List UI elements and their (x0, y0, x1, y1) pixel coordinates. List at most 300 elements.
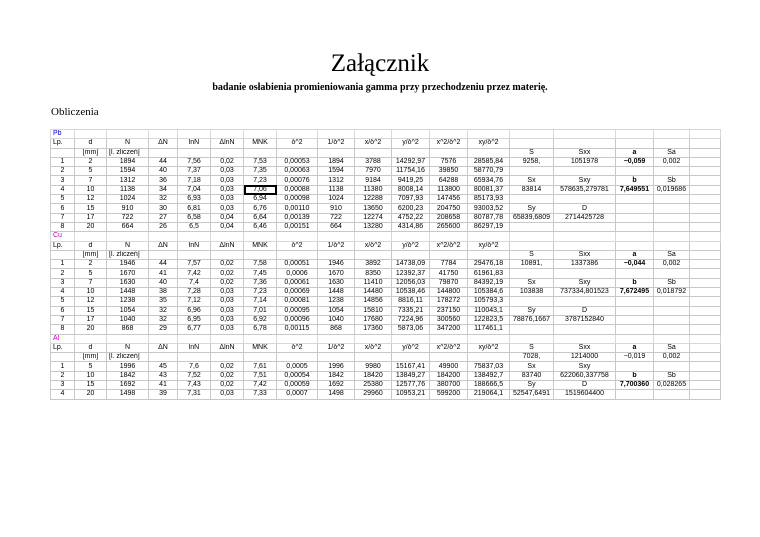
data-cell[interactable]: 6,76 (244, 204, 277, 213)
data-cell[interactable] (654, 222, 690, 231)
data-cell[interactable]: 5 (75, 167, 107, 176)
empty-cell[interactable] (690, 232, 721, 241)
units-cell[interactable]: Sxx (554, 250, 616, 259)
empty-cell[interactable] (149, 334, 178, 343)
data-cell[interactable]: 0,002 (654, 260, 690, 269)
header-cell[interactable]: S (510, 343, 554, 352)
data-cell[interactable]: 2 (75, 260, 107, 269)
data-cell[interactable]: 0,02 (211, 157, 244, 166)
units-cell[interactable] (211, 353, 244, 362)
data-cell[interactable]: 6,95 (178, 315, 211, 324)
data-cell[interactable]: 35 (149, 297, 178, 306)
data-cell[interactable]: 27 (149, 213, 178, 222)
data-cell[interactable]: 0,00151 (277, 222, 318, 231)
data-cell[interactable]: Sb (654, 371, 690, 380)
data-cell[interactable]: 0,03 (211, 204, 244, 213)
data-cell[interactable] (616, 222, 654, 231)
data-cell[interactable]: 6,81 (178, 204, 211, 213)
data-cell[interactable]: 9184 (355, 176, 392, 185)
header-cell[interactable]: a (616, 343, 654, 352)
data-cell[interactable]: 80787,78 (468, 213, 510, 222)
data-cell[interactable]: 0,04 (211, 213, 244, 222)
data-cell[interactable]: 14292,97 (392, 157, 430, 166)
data-cell[interactable]: D (554, 306, 616, 315)
empty-cell[interactable] (616, 130, 654, 139)
data-cell[interactable]: 1692 (318, 381, 355, 390)
units-cell[interactable] (178, 250, 211, 259)
data-cell[interactable]: 8 (51, 222, 75, 231)
header-cell[interactable]: Sxx (554, 343, 616, 352)
data-cell[interactable]: 6,78 (244, 325, 277, 334)
header-cell[interactable]: δ^2 (277, 139, 318, 148)
data-cell[interactable]: 147456 (430, 195, 468, 204)
data-cell[interactable]: 6,5 (178, 222, 211, 231)
data-cell[interactable]: 32 (149, 306, 178, 315)
data-cell[interactable]: 85173,93 (468, 195, 510, 204)
data-cell[interactable]: 3892 (355, 260, 392, 269)
units-cell[interactable] (355, 148, 392, 157)
header-cell[interactable] (654, 139, 690, 148)
data-cell[interactable]: 6,92 (244, 315, 277, 324)
data-cell[interactable]: 80081,37 (468, 185, 510, 194)
data-cell[interactable]: 0,00081 (277, 297, 318, 306)
units-cell[interactable] (355, 353, 392, 362)
data-cell[interactable]: 49900 (430, 362, 468, 371)
data-cell[interactable]: 300560 (430, 315, 468, 324)
data-cell[interactable]: 0,00054 (277, 371, 318, 380)
data-cell[interactable]: 7970 (355, 167, 392, 176)
data-cell[interactable] (654, 167, 690, 176)
empty-cell[interactable] (107, 334, 149, 343)
data-cell[interactable]: 17 (75, 213, 107, 222)
data-cell[interactable]: 12 (75, 195, 107, 204)
data-cell[interactable] (554, 222, 616, 231)
material-label[interactable]: Pb (51, 130, 75, 139)
data-cell[interactable]: 7,33 (244, 390, 277, 399)
data-cell[interactable]: 4 (51, 288, 75, 297)
data-cell[interactable]: 6,94 (244, 195, 277, 204)
data-cell[interactable]: 7,52 (178, 371, 211, 380)
empty-cell[interactable] (430, 130, 468, 139)
data-cell[interactable]: Sy (510, 306, 554, 315)
data-cell[interactable]: 1040 (107, 315, 149, 324)
empty-cell[interactable] (510, 232, 554, 241)
data-cell[interactable]: Sxy (554, 278, 616, 287)
units-cell[interactable]: [l. zliczeń] (107, 250, 149, 259)
empty-cell[interactable] (75, 232, 107, 241)
empty-cell[interactable] (430, 232, 468, 241)
data-cell[interactable] (616, 362, 654, 371)
units-cell[interactable] (149, 353, 178, 362)
data-cell[interactable]: 0,00053 (277, 157, 318, 166)
data-cell[interactable]: 41 (149, 269, 178, 278)
data-cell[interactable]: 17680 (355, 315, 392, 324)
header-cell[interactable]: y/δ^2 (392, 139, 430, 148)
data-cell[interactable] (510, 269, 554, 278)
data-cell[interactable]: 29960 (355, 390, 392, 399)
data-cell[interactable] (616, 390, 654, 399)
units-cell[interactable]: [l. zliczeń] (107, 353, 149, 362)
data-cell[interactable]: 6 (51, 306, 75, 315)
units-cell[interactable] (392, 250, 430, 259)
data-cell[interactable]: 0,03 (211, 176, 244, 185)
data-cell[interactable]: 7 (75, 176, 107, 185)
data-cell[interactable]: 1051978 (554, 157, 616, 166)
units-cell[interactable] (51, 250, 75, 259)
data-cell[interactable]: 722 (107, 213, 149, 222)
data-cell[interactable]: 3 (51, 278, 75, 287)
units-cell[interactable]: [mm] (75, 353, 107, 362)
empty-cell[interactable] (690, 130, 721, 139)
header-cell[interactable]: xy/δ^2 (468, 343, 510, 352)
data-cell[interactable] (616, 167, 654, 176)
data-cell[interactable] (554, 195, 616, 204)
data-cell[interactable]: 29 (149, 325, 178, 334)
data-cell[interactable]: 17 (75, 315, 107, 324)
data-cell[interactable]: 0,03 (211, 315, 244, 324)
data-cell[interactable]: 10538,46 (392, 288, 430, 297)
data-cell[interactable]: 0,00061 (277, 278, 318, 287)
data-cell[interactable]: 39850 (430, 167, 468, 176)
units-cell[interactable]: −0,019 (616, 353, 654, 362)
data-cell[interactable]: 2 (75, 157, 107, 166)
data-cell[interactable] (510, 167, 554, 176)
header-cell[interactable] (616, 241, 654, 250)
data-cell[interactable] (690, 260, 721, 269)
units-cell[interactable] (690, 353, 721, 362)
data-cell[interactable]: 0,019686 (654, 185, 690, 194)
data-cell[interactable]: 1498 (107, 390, 149, 399)
data-cell[interactable]: 44 (149, 157, 178, 166)
data-cell[interactable]: 122823,5 (468, 315, 510, 324)
data-cell[interactable]: 6,46 (244, 222, 277, 231)
data-cell[interactable]: 1670 (107, 269, 149, 278)
data-cell[interactable]: 7,672495 (616, 288, 654, 297)
header-cell[interactable]: lnN (178, 343, 211, 352)
data-cell[interactable]: 39 (149, 390, 178, 399)
data-cell[interactable]: 12 (75, 297, 107, 306)
data-cell[interactable]: 7,42 (178, 269, 211, 278)
data-cell[interactable]: 0,00115 (277, 325, 318, 334)
units-cell[interactable] (149, 250, 178, 259)
units-cell[interactable]: 0,002 (654, 353, 690, 362)
header-cell[interactable]: δ^2 (277, 343, 318, 352)
units-cell[interactable] (468, 148, 510, 157)
data-cell[interactable]: 18420 (355, 371, 392, 380)
empty-cell[interactable] (277, 130, 318, 139)
empty-cell[interactable] (654, 232, 690, 241)
units-cell[interactable] (690, 250, 721, 259)
data-cell[interactable]: 0,00098 (277, 195, 318, 204)
data-cell[interactable]: 1670 (318, 269, 355, 278)
data-cell[interactable] (616, 325, 654, 334)
data-cell[interactable]: 7,23 (244, 288, 277, 297)
data-cell[interactable]: 5873,06 (392, 325, 430, 334)
empty-cell[interactable] (355, 334, 392, 343)
header-cell[interactable]: lnN (178, 241, 211, 250)
data-cell[interactable]: 7,43 (178, 381, 211, 390)
data-cell[interactable]: 7,61 (244, 362, 277, 371)
data-cell[interactable]: 7,14 (244, 297, 277, 306)
empty-cell[interactable] (654, 334, 690, 343)
data-cell[interactable] (554, 269, 616, 278)
data-cell[interactable]: 138492,7 (468, 371, 510, 380)
data-cell[interactable] (690, 176, 721, 185)
data-cell[interactable]: 14480 (355, 288, 392, 297)
empty-cell[interactable] (554, 334, 616, 343)
data-cell[interactable]: 93003,52 (468, 204, 510, 213)
data-cell[interactable]: 0,03 (211, 288, 244, 297)
header-cell[interactable] (690, 139, 721, 148)
data-cell[interactable]: b (616, 278, 654, 287)
data-cell[interactable]: 1238 (318, 297, 355, 306)
data-cell[interactable] (654, 325, 690, 334)
data-cell[interactable]: b (616, 371, 654, 380)
header-cell[interactable]: Lp. (51, 139, 75, 148)
data-cell[interactable]: b (616, 176, 654, 185)
header-cell[interactable]: xy/δ^2 (468, 241, 510, 250)
empty-cell[interactable] (468, 130, 510, 139)
data-cell[interactable]: 45 (149, 362, 178, 371)
header-cell[interactable]: y/δ^2 (392, 241, 430, 250)
header-cell[interactable]: d (75, 343, 107, 352)
data-cell[interactable]: 1138 (107, 185, 149, 194)
data-cell[interactable]: 184200 (430, 371, 468, 380)
data-cell[interactable]: 2 (51, 269, 75, 278)
empty-cell[interactable] (244, 232, 277, 241)
data-cell[interactable]: 7097,93 (392, 195, 430, 204)
data-cell[interactable]: 7,36 (244, 278, 277, 287)
data-cell[interactable]: 0,04 (211, 222, 244, 231)
data-cell[interactable]: 7 (75, 278, 107, 287)
data-cell[interactable]: 32 (149, 315, 178, 324)
data-cell[interactable]: 4 (51, 185, 75, 194)
data-cell[interactable]: 20 (75, 222, 107, 231)
data-cell[interactable]: 9419,25 (392, 176, 430, 185)
data-cell[interactable]: 44 (149, 260, 178, 269)
units-cell[interactable]: Sxx (554, 148, 616, 157)
units-cell[interactable] (51, 353, 75, 362)
units-cell[interactable]: 1214000 (554, 353, 616, 362)
data-cell[interactable] (690, 185, 721, 194)
data-cell[interactable] (616, 213, 654, 222)
data-cell[interactable]: 1337386 (554, 260, 616, 269)
data-cell[interactable]: 40 (149, 278, 178, 287)
data-cell[interactable]: 265600 (430, 222, 468, 231)
data-cell[interactable]: 0,002 (654, 157, 690, 166)
data-cell[interactable]: D (554, 204, 616, 213)
data-cell[interactable]: 0,02 (211, 371, 244, 380)
units-cell[interactable] (244, 148, 277, 157)
header-cell[interactable] (554, 139, 616, 148)
data-cell[interactable]: 12577,76 (392, 381, 430, 390)
data-cell[interactable]: 36 (149, 176, 178, 185)
data-cell[interactable]: 41750 (430, 269, 468, 278)
data-cell[interactable]: Sx (510, 278, 554, 287)
units-cell[interactable]: S (510, 148, 554, 157)
data-cell[interactable]: 20 (75, 325, 107, 334)
data-cell[interactable]: 15810 (355, 306, 392, 315)
data-cell[interactable]: 8008,14 (392, 185, 430, 194)
data-cell[interactable]: 1 (51, 157, 75, 166)
header-cell[interactable] (654, 241, 690, 250)
data-cell[interactable]: 64288 (430, 176, 468, 185)
units-cell[interactable]: [l. zliczeń] (107, 148, 149, 157)
data-cell[interactable]: 0,0007 (277, 390, 318, 399)
data-cell[interactable]: 1996 (318, 362, 355, 371)
data-cell[interactable]: 12056,03 (392, 278, 430, 287)
data-cell[interactable]: 1630 (107, 278, 149, 287)
header-cell[interactable]: Lp. (51, 343, 75, 352)
data-cell[interactable] (690, 297, 721, 306)
data-cell[interactable]: Sxy (554, 362, 616, 371)
data-cell[interactable]: 0,00095 (277, 306, 318, 315)
empty-cell[interactable] (211, 232, 244, 241)
empty-cell[interactable] (318, 232, 355, 241)
data-cell[interactable]: 0,03 (211, 195, 244, 204)
empty-cell[interactable] (244, 334, 277, 343)
data-cell[interactable]: 29476,18 (468, 260, 510, 269)
header-cell[interactable]: y/δ^2 (392, 343, 430, 352)
data-cell[interactable] (690, 288, 721, 297)
data-cell[interactable]: 0,0005 (277, 362, 318, 371)
header-cell[interactable]: lnN (178, 139, 211, 148)
data-cell[interactable]: 204750 (430, 204, 468, 213)
data-cell[interactable] (690, 381, 721, 390)
data-cell[interactable]: 61961,83 (468, 269, 510, 278)
empty-cell[interactable] (510, 130, 554, 139)
header-cell[interactable]: MNK (244, 241, 277, 250)
data-cell[interactable]: 28585,84 (468, 157, 510, 166)
data-cell[interactable]: 20 (75, 390, 107, 399)
data-cell[interactable]: 5 (75, 362, 107, 371)
units-cell[interactable] (149, 148, 178, 157)
data-cell[interactable]: 664 (318, 222, 355, 231)
data-cell[interactable]: 83740 (510, 371, 554, 380)
data-cell[interactable]: Sxy (554, 176, 616, 185)
units-cell[interactable] (430, 148, 468, 157)
data-cell[interactable] (654, 204, 690, 213)
data-cell[interactable]: 1842 (318, 371, 355, 380)
data-cell[interactable] (690, 269, 721, 278)
data-cell[interactable]: 3787152840 (554, 315, 616, 324)
data-cell[interactable]: 113800 (430, 185, 468, 194)
data-cell[interactable]: 1594 (318, 167, 355, 176)
data-cell[interactable]: 0,00063 (277, 167, 318, 176)
data-cell[interactable]: 43 (149, 371, 178, 380)
data-cell[interactable]: 3 (51, 176, 75, 185)
data-cell[interactable] (654, 362, 690, 371)
data-cell[interactable]: 12274 (355, 213, 392, 222)
header-cell[interactable]: 1/δ^2 (318, 241, 355, 250)
data-cell[interactable]: 910 (318, 204, 355, 213)
data-cell[interactable]: 7,28 (178, 288, 211, 297)
material-label[interactable]: Cu (51, 232, 75, 241)
empty-cell[interactable] (318, 334, 355, 343)
data-cell[interactable]: 79870 (430, 278, 468, 287)
units-cell[interactable] (468, 250, 510, 259)
data-cell[interactable]: 7,4 (178, 278, 211, 287)
data-cell[interactable]: 5 (51, 195, 75, 204)
data-cell[interactable]: 0,03 (211, 325, 244, 334)
data-cell[interactable]: 737334,801523 (554, 288, 616, 297)
data-cell[interactable]: 1238 (107, 297, 149, 306)
data-cell[interactable]: 0,02 (211, 278, 244, 287)
data-cell[interactable]: 7,58 (244, 260, 277, 269)
data-cell[interactable]: 0,02 (211, 260, 244, 269)
data-cell[interactable]: 8350 (355, 269, 392, 278)
data-cell[interactable]: 3 (51, 381, 75, 390)
header-cell[interactable] (554, 241, 616, 250)
data-cell[interactable]: 0,00088 (277, 185, 318, 194)
data-cell[interactable]: Sx (510, 176, 554, 185)
data-cell[interactable] (690, 222, 721, 231)
data-cell[interactable] (690, 306, 721, 315)
data-cell[interactable]: 622060,337758 (554, 371, 616, 380)
data-cell[interactable]: 0,00096 (277, 315, 318, 324)
data-cell[interactable]: 1842 (107, 371, 149, 380)
data-cell[interactable]: 105793,3 (468, 297, 510, 306)
data-cell[interactable]: 0,02 (211, 269, 244, 278)
header-cell[interactable]: N (107, 343, 149, 352)
data-cell[interactable] (654, 213, 690, 222)
data-cell[interactable]: 7,53 (244, 157, 277, 166)
data-cell[interactable] (690, 278, 721, 287)
empty-cell[interactable] (554, 130, 616, 139)
data-cell[interactable]: 3788 (355, 157, 392, 166)
data-cell[interactable]: 65934,76 (468, 176, 510, 185)
empty-cell[interactable] (616, 334, 654, 343)
data-cell[interactable]: 2714425728 (554, 213, 616, 222)
data-cell[interactable]: 0,02 (211, 381, 244, 390)
units-cell[interactable] (430, 250, 468, 259)
data-cell[interactable]: 13650 (355, 204, 392, 213)
units-cell[interactable]: a (616, 148, 654, 157)
data-cell[interactable]: 6,64 (244, 213, 277, 222)
data-cell[interactable]: 1448 (318, 288, 355, 297)
data-cell[interactable]: 83814 (510, 185, 554, 194)
data-cell[interactable] (690, 167, 721, 176)
data-cell[interactable]: 664 (107, 222, 149, 231)
data-cell[interactable]: 7,23 (244, 176, 277, 185)
units-cell[interactable] (244, 250, 277, 259)
header-cell[interactable] (690, 343, 721, 352)
data-cell[interactable]: 52547,6491 (510, 390, 554, 399)
data-cell[interactable]: 117461,1 (468, 325, 510, 334)
empty-cell[interactable] (75, 334, 107, 343)
data-cell[interactable]: 6,58 (178, 213, 211, 222)
data-cell[interactable] (690, 371, 721, 380)
empty-cell[interactable] (430, 334, 468, 343)
data-cell[interactable]: 722 (318, 213, 355, 222)
data-cell[interactable]: 1312 (318, 176, 355, 185)
units-cell[interactable] (318, 250, 355, 259)
data-cell[interactable]: 1054 (318, 306, 355, 315)
data-cell[interactable] (554, 167, 616, 176)
data-cell[interactable]: 17360 (355, 325, 392, 334)
units-cell[interactable] (277, 250, 318, 259)
units-cell[interactable]: [mm] (75, 250, 107, 259)
header-cell[interactable]: x^2/δ^2 (430, 139, 468, 148)
empty-cell[interactable] (318, 130, 355, 139)
units-cell[interactable] (244, 353, 277, 362)
header-cell[interactable]: d (75, 241, 107, 250)
empty-cell[interactable] (277, 232, 318, 241)
data-cell[interactable]: 578635,279781 (554, 185, 616, 194)
data-cell[interactable]: Sx (510, 362, 554, 371)
data-cell[interactable]: 86297,19 (468, 222, 510, 231)
data-cell[interactable]: 11754,16 (392, 167, 430, 176)
